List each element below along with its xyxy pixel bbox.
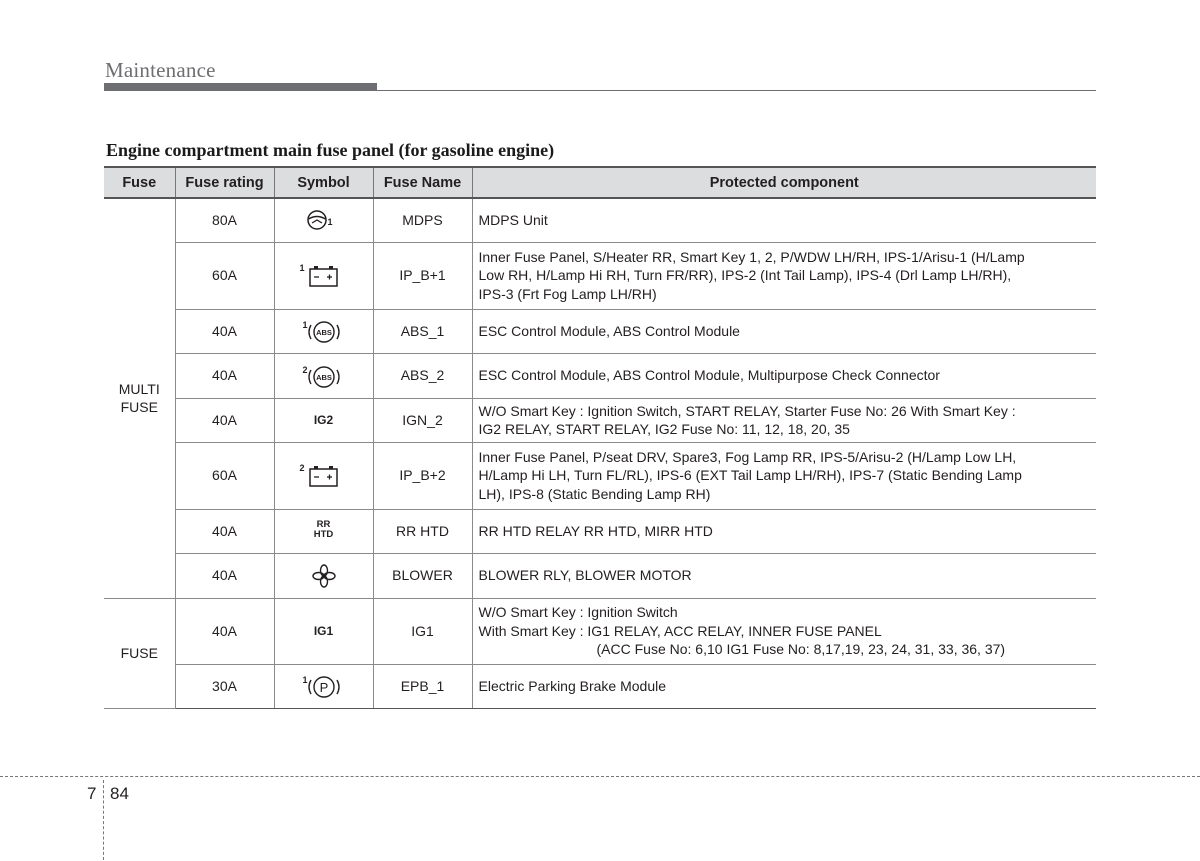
battery-icon xyxy=(294,259,354,293)
steering-wheel-icon xyxy=(294,203,354,237)
table-row xyxy=(104,664,1096,708)
symbol-cell xyxy=(274,509,373,553)
symbol-index: 1 xyxy=(327,217,333,228)
symbol-cell xyxy=(274,442,373,509)
fuse-rating: 80A xyxy=(175,198,274,242)
column-header-protected-component: Protected component xyxy=(472,167,1096,198)
symbol-index: 1 xyxy=(302,320,308,330)
page-heading: Engine compartment main fuse panel (for gasoline engine) xyxy=(106,140,555,160)
symbol-index: 2 xyxy=(299,462,305,473)
symbol-cell xyxy=(274,309,373,353)
fuse-name: IGN_2 xyxy=(373,398,472,442)
table-row xyxy=(104,442,1096,509)
battery-icon xyxy=(294,459,354,493)
table-row xyxy=(104,509,1096,553)
protected-component: W/O Smart Key : Ignition Switch, START RELAY, Starter Fuse No: 26 With Smart Key : IG2 RELAY, START RELAY, IG2 Fuse No: 11, 12, 18, 20, 35 xyxy=(472,398,1096,442)
table-row xyxy=(104,242,1096,309)
abs-icon xyxy=(294,359,354,393)
fuse-group-label: FUSE xyxy=(120,399,158,416)
fuse-group-multi-fuse xyxy=(104,198,175,598)
protected-component: ESC Control Module, ABS Control Module xyxy=(472,309,1096,353)
symbol-cell xyxy=(274,664,373,708)
symbol-cell xyxy=(274,598,373,664)
fuse-table xyxy=(104,166,1096,709)
table-row xyxy=(104,598,1096,664)
fuse-rating: 40A xyxy=(175,598,274,664)
table-row xyxy=(104,198,1096,242)
table-row xyxy=(104,353,1096,398)
symbol-cell xyxy=(274,353,373,398)
ig1-symbol: IG1 xyxy=(313,624,334,639)
fuse-name: RR HTD xyxy=(373,509,472,553)
fuse-group-label: MULTI xyxy=(118,380,160,397)
symbol-index: 1 xyxy=(299,262,305,273)
fuse-rating: 30A xyxy=(175,664,274,708)
section-title: Maintenance xyxy=(105,58,216,82)
column-header-fuse-rating: Fuse rating xyxy=(175,167,274,198)
protected-component: Electric Parking Brake Module xyxy=(472,664,1096,708)
table-row xyxy=(104,553,1096,598)
fuse-group-fuse xyxy=(104,598,175,708)
fuse-rating: 40A xyxy=(175,353,274,398)
protected-component: BLOWER RLY, BLOWER MOTOR xyxy=(472,553,1096,598)
fuse-name: MDPS xyxy=(373,198,472,242)
fuse-rating: 60A xyxy=(175,442,274,509)
svg-text:ABS: ABS xyxy=(315,372,332,382)
fuse-rating: 60A xyxy=(175,242,274,309)
fuse-rating: 40A xyxy=(175,509,274,553)
ig2-symbol: IG2 xyxy=(313,413,334,428)
column-header-fuse-name: Fuse Name xyxy=(373,167,472,198)
footer-divider xyxy=(0,776,1200,777)
fuse-name: IP_B+1 xyxy=(373,242,472,309)
svg-text:P: P xyxy=(319,680,328,695)
fuse-name: EPB_1 xyxy=(373,664,472,708)
table-row xyxy=(104,309,1096,353)
page-number: 84 xyxy=(110,784,129,803)
abs-icon xyxy=(294,314,354,348)
footer-margin-line xyxy=(103,780,104,860)
symbol-cell xyxy=(274,242,373,309)
table-row xyxy=(104,398,1096,442)
symbol-cell xyxy=(274,198,373,242)
fuse-name: ABS_2 xyxy=(373,353,472,398)
protected-component: Inner Fuse Panel, S/Heater RR, Smart Key 1, 2, P/WDW LH/RH, IPS-1/Arisu-1 (H/Lamp Low RH, H/Lamp Hi RH, Turn FR/RR), IPS-2 (Int Tail Lamp), IPS-4 (Drl Lamp LH/RH), IPS-3 (Frt Fog Lamp LH/RH) xyxy=(472,242,1096,309)
parking-brake-icon xyxy=(294,669,354,703)
fuse-rating: 40A xyxy=(175,553,274,598)
header-rule-thin xyxy=(104,90,1096,91)
table-header-row xyxy=(104,167,1096,198)
protected-component: MDPS Unit xyxy=(472,198,1096,242)
protected-component: W/O Smart Key : Ignition Switch With Smart Key : IG1 RELAY, ACC RELAY, INNER FUSE PANEL (ACC Fuse No: 6,10 IG1 Fuse No: 8,17,19, 23, 24, 31, 33, 36, 37) xyxy=(472,598,1096,664)
fuse-name: ABS_1 xyxy=(373,309,472,353)
fuse-name: IP_B+2 xyxy=(373,442,472,509)
chapter-number: 7 xyxy=(87,784,97,803)
column-header-fuse: Fuse xyxy=(104,167,175,198)
protected-component: Inner Fuse Panel, P/seat DRV, Spare3, Fog Lamp RR, IPS-5/Arisu-2 (H/Lamp Low LH, H/Lamp Hi LH, Turn FL/RL), IPS-6 (EXT Tail Lamp LH/RH), IPS-7 (Static Bending Lamp LH), IPS-8 (Static Bending Lamp RH) xyxy=(472,442,1096,509)
symbol-cell xyxy=(274,398,373,442)
fuse-name: BLOWER xyxy=(373,553,472,598)
column-header-symbol: Symbol xyxy=(274,167,373,198)
symbol-cell xyxy=(274,553,373,598)
fuse-rating: 40A xyxy=(175,309,274,353)
protected-component: RR HTD RELAY RR HTD, MIRR HTD xyxy=(472,509,1096,553)
protected-component: ESC Control Module, ABS Control Module, Multipurpose Check Connector xyxy=(472,353,1096,398)
fan-icon xyxy=(294,559,354,593)
symbol-index: 1 xyxy=(302,675,308,685)
rr-htd-symbol: RR HTD xyxy=(313,519,334,541)
fuse-name: IG1 xyxy=(373,598,472,664)
svg-text:ABS: ABS xyxy=(315,328,332,337)
fuse-rating: 40A xyxy=(175,398,274,442)
fuse-group-label: FUSE xyxy=(120,644,158,661)
symbol-index: 2 xyxy=(302,364,308,375)
